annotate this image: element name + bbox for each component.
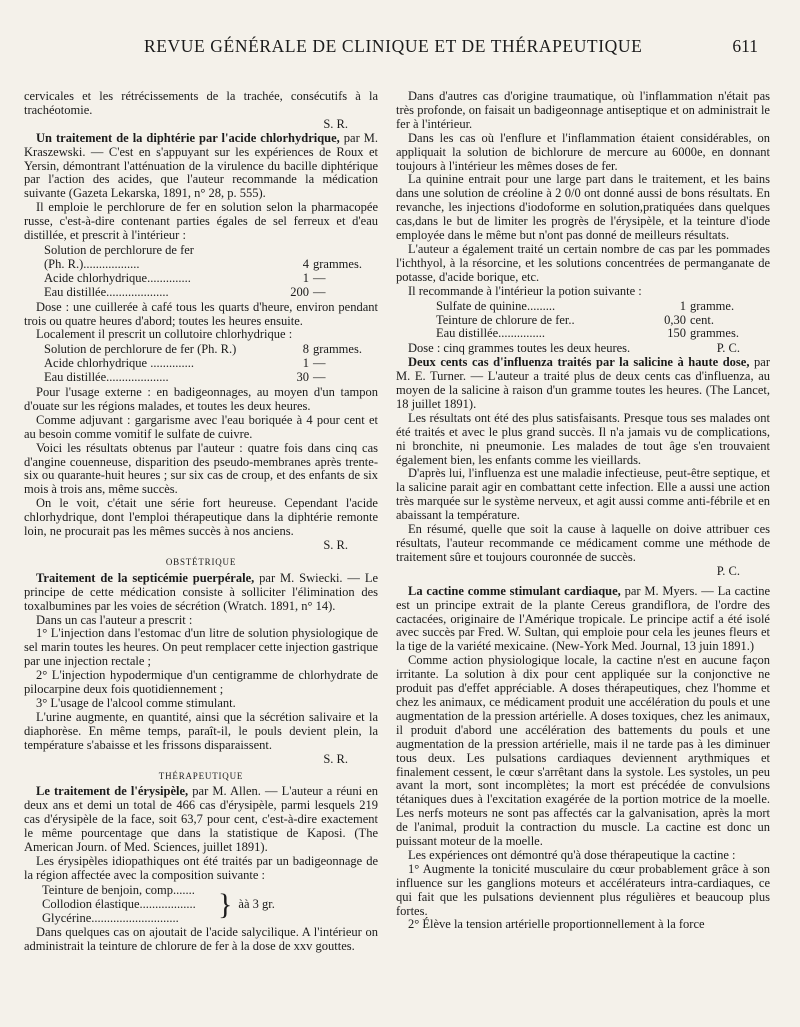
- prescription-formula: [42, 884, 378, 926]
- formula-line: Solution de perchlorure de fer (Ph. R.) 8 grammes.: [44, 342, 362, 357]
- author-initials: S. R.: [323, 538, 348, 552]
- article-diphtheria: [24, 132, 378, 202]
- paragraph: Dans quelques cas on ajoutait de l'acide salycilique. A l'intérieur on administrait la teinture de chlorure de fer à la dose de xxv gouttes.: [24, 925, 378, 954]
- formula-line: Teinture de chlorure de fer.. 0,30 cent.: [436, 312, 714, 327]
- paragraph: 3° L'usage de l'alcool comme stimulant.: [36, 695, 236, 710]
- author-initials: P. C.: [716, 341, 740, 356]
- prescription-formula: [44, 343, 378, 385]
- author-initials: P. C.: [716, 563, 740, 578]
- formula-line: Eau distillée............... 150 grammes.: [436, 326, 739, 341]
- article-cactine: [396, 585, 770, 655]
- article-title: Deux cents cas d'influenza traités par la salicine à haute dose,: [408, 355, 750, 370]
- paragraph: 1° Augmente la tonicité musculaire du cœur probablement grâce à son influence sur les ganglions moteurs et accélérateurs intra-cardiaques, ce qui fait que les pulsations deviennent plus régulières et beaucoup plus fortes.: [396, 861, 770, 918]
- paragraph: 2° L'injection hypodermique d'un centigramme de chlorhydrate de pilocarpine deux fois quotidiennement ;: [24, 668, 378, 697]
- article-title: Traitement de la septicémie puerpérale,: [36, 570, 255, 585]
- paragraph: Dans un cas l'auteur a prescrit :: [36, 612, 193, 627]
- prescription-formula: [436, 300, 770, 342]
- formula-line: Teinture de benjoin, comp.......: [42, 882, 195, 897]
- paragraph: Dose : cinq grammes toutes les deux heures. P. C.: [396, 342, 770, 356]
- author-initials: S. R.: [323, 116, 348, 131]
- section-heading-obstetrique: OBSTÉTRIQUE: [165, 556, 237, 567]
- paragraph: cervicales et les rétrécissements de la trachée, consécutifs à la trachéotomie.: [24, 89, 378, 117]
- article-lead: par M. Swiecki. — Le principe de cette médication consiste à solliciter l'élimination des toxalbumines par les voies de sécrétion (Wratch. 1891, n° 14).: [24, 570, 379, 613]
- section-heading-therapeutique: THÉRAPEUTIQUE: [158, 770, 244, 781]
- article-influenza: [396, 356, 770, 412]
- formula-line: Collodion élastique..................: [42, 896, 196, 911]
- left-column: [24, 90, 378, 954]
- formula-line: Eau distillée.................... 200 —: [44, 284, 326, 299]
- paragraph: Pour l'usage externe : en badigeonnages, au moyen d'un tampon d'ouate sur les régions malades, et toutes les deux heures.: [24, 385, 378, 413]
- formula-line: Sulfate de quinine......... 1 gramme.: [436, 298, 735, 313]
- paragraph: 2° Élève la tension artérielle proportionnellement à la force: [408, 917, 705, 932]
- paragraph: D'après lui, l'influenza est une maladie infectieuse, peut-être septique, et la salicine parait agir en combattant cette infection. Elle a aussi une action très marquée sur le système nerveux, et agit aussi comme anti-fébrile et en abaissant la température.: [396, 466, 770, 523]
- paragraph: La quinine entrait pour une large part dans le traitement, et les bains dans une solution de créoline à 2 0/0 ont donné aussi de bons résultats. En revanche, les injections d'iodoforme en solution,pratiquées dans quelques cas,dans le but de limiter les progrès de l'érysipèle, et la teinture d'iode employée dans le même but n'ont pas donné de meilleurs résultats.: [396, 172, 770, 243]
- paragraph: Dans d'autres cas d'origine traumatique, où l'inflammation n'était pas très profonde, on faisait un badigeonnage antiseptique et on administrait le fer à l'intérieur.: [396, 89, 770, 131]
- page-header: [26, 36, 776, 62]
- paragraph: 1° L'injection dans l'estomac d'un litre de solution physiologique de sel marin toutes les heures. On peut remplacer cette injection gastrique par une injection rectale ;: [24, 626, 378, 669]
- article-title: Un traitement de la diphtérie par l'acide chlorhydrique,: [36, 130, 340, 145]
- formula-line: Glycérine............................: [42, 910, 179, 925]
- formula-line: Acide chlorhydrique .............. 1 —: [44, 356, 326, 371]
- running-title: REVUE GÉNÉRALE DE CLINIQUE ET DE THÉRAPEUTIQUE: [144, 36, 643, 56]
- paragraph: L'urine augmente, en quantité, ainsi que la sécrétion salivaire et la diaphorèse. En même temps, paraît-il, le pouls devient plein, la température s'abaisse et les frissons disparaissent.: [24, 709, 378, 752]
- paragraph: Comme adjuvant : gargarisme avec l'eau boriquée à 4 pour cent et au besoin comme vomitif le sulfate de cuivre.: [24, 412, 378, 441]
- article-title: La cactine comme stimulant cardiaque,: [408, 583, 621, 598]
- paragraph: Il emploie le perchlorure de fer en solution selon la pharmacopée russe, c'est-à-dire contenant parties égales de sel ferreux et d'eau distillée, et prescrit à l'intérieur :: [24, 200, 378, 243]
- formula-line: Solution de perchlorure de fer: [44, 242, 194, 257]
- paragraph: Il recommande à l'intérieur la potion suivante :: [408, 283, 642, 298]
- paragraph: Voici les résultats obtenus par l'auteur : quatre fois dans cinq cas d'angine couenneuse, disparition des pseudo-membranes après trente-six ou quarante-huit heures ; sur six cas de croup, et des enfants de six mois à trois ans, même succès.: [24, 440, 378, 497]
- paragraph: Les résultats ont été des plus satisfaisants. Presque tous ses malades ont été traités et avec le plus grand succès. Il n'a jamais vu de complications, ni bronchite, ni pneumonie. Les malades de tout âge s'en trouvaient également bien, les enfants comme les vieillards.: [396, 410, 770, 467]
- formula-quantity: àà 3 gr.: [238, 896, 275, 911]
- formula-line: (Ph. R.).................. 4 grammes.: [44, 256, 362, 271]
- article-lead: par M. Myers. — La cactine est un principe extrait de la plante Cereus grandiflora, de l'ordre des cactacées, originaire de l'Amérique tropicale. Le principe actif a été isolé avec succès par Fred. W. Sultan, qui emploie pour cela les jeunes fleurs et la tige de la variété mexicaine. (New-York Med. Journal, 13 juin 1891.): [396, 583, 771, 654]
- paragraph: L'auteur a également traité un certain nombre de cas par les pommades l'ichthyol, à la résorcine, et les solutions concentrées de permanganate de potasse, d'acide borique, etc.: [396, 241, 770, 284]
- article-lead: par M. Allen. — L'auteur a réuni en deux ans et demi un total de 466 cas d'érysipèle, parmi lesquels 219 cas d'érysipèle de la face, soit 63,7 pour cent, c'est-à-dire exactement le même pourcentage que dans la statistique de Kaposi. (The American Journ. of Med. Sciences, juillet 1891).: [24, 784, 379, 855]
- page-number: 611: [732, 36, 758, 56]
- formula-line: Eau distillée.................... 30 —: [44, 370, 326, 385]
- paragraph: Les expériences ont démontré qu'à dose thérapeutique la cactine :: [408, 847, 736, 862]
- article-puerperal: [24, 572, 378, 614]
- paragraph: Localement il prescrit un collutoire chlorhydrique :: [36, 327, 293, 342]
- article-lead: par M. Kraszewski. — C'est en s'appuyant sur les expériences de Roux et Yersin, démontrant l'atténuation de la virulence du bacille diphtérique par l'action des acides, que l'auteur recommande la médication suivante (Gazeta Lekarska, 1891, n° 28, p. 555).: [24, 130, 378, 201]
- article-title: Le traitement de l'érysipèle,: [36, 784, 189, 799]
- brace: }: [218, 887, 233, 921]
- paragraph: On le voit, c'était une série fort heureuse. Cependant l'acide chlorhydrique, dont l'emploi thérapeutique dans la diphtérie remonte loin, ne procurait pas les mêmes succès à nos anciens.: [24, 496, 378, 539]
- right-column: [396, 90, 770, 932]
- paragraph: Les érysipèles idiopathiques ont été traités par un badigeonnage de la région affectée avec la composition suivante :: [24, 853, 378, 882]
- article-erysipelas: [24, 785, 378, 855]
- formula-line: Acide chlorhydrique.............. 1 —: [44, 270, 326, 285]
- paragraph: Dans les cas où l'enflure et l'inflammation étaient considérables, on appliquait la solution de bichlorure de mercure au 6000e, en donnant toujours à l'intérieur les mêmes doses de fer.: [396, 130, 770, 173]
- paragraph: En résumé, quelle que soit la cause à laquelle on doive attribuer ces résultats, l'auteur recommande ce médicament comme une méthode de traitement sûre et toujours couronnée de succès.: [396, 522, 770, 564]
- prescription-formula: [44, 244, 378, 300]
- article-lead: par M. E. Turner. — L'auteur a traité plus de deux cents cas d'influenza, au moyen de la salicine à raison d'un gramme toutes les heures. (The Lancet, 18 juillet 1891).: [396, 355, 770, 411]
- author-initials: S. R.: [323, 751, 348, 766]
- paragraph: Comme action physiologique locale, la cactine n'est en aucune façon irritante. La solution à dix pour cent appliquée sur la conjonctive ne produit pas d'effet appréciable. A doses thérapeutiques, chez l'homme et chez les animaux, ce médicament produit une accélération du pouls et une augmentation de la pression artérielle. A doses toxiques, chez les animaux, il produit d'abord une accélération des battements du pouls et une augmentation de la pression artérielle, mais il ne tarde pas à les diminuer tous deux. Les pulsations cardiaques deviennent arythmiques et finalement cessent, le cœur s'arrêtant dans la systole. Les systoles, un peu avant la mort, sont incomplètes; la mort est précédée de convulsions tétaniques dues à l'excitation exagérée de la portion motrice de la moelle. Les nerfs moteurs ne sont pas affectés car la galvanisation, après la mort de l'animal, produit la contraction du muscle. La cactine est donc un puissant moteur de la moelle.: [396, 653, 770, 849]
- paragraph: Dose : une cuillerée à café tous les quarts d'heure, environ pendant trois ou quatre heures d'abord; toutes les heures ensuite.: [24, 299, 378, 328]
